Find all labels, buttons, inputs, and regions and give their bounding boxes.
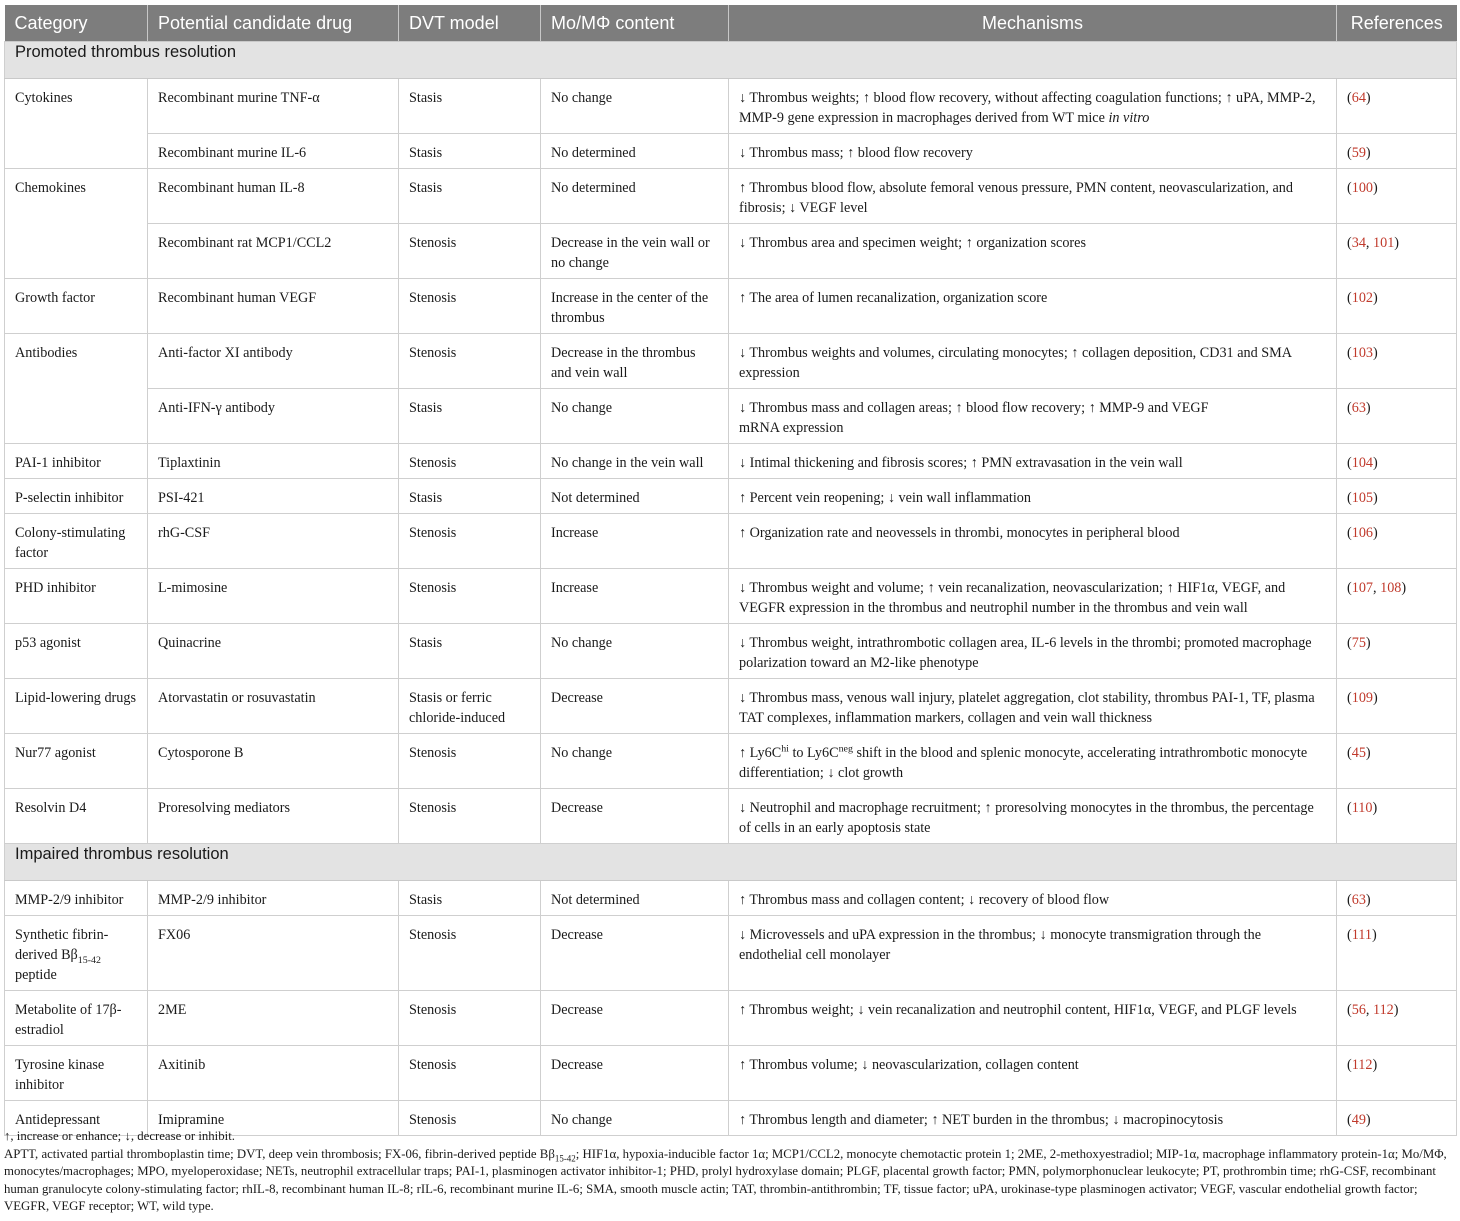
ref-paren: ) (1372, 1057, 1378, 1073)
section-row (5, 42, 1457, 79)
cell-category: Nur77 agonist (5, 734, 148, 789)
superscript: neg (838, 743, 853, 755)
cell-mechanism (729, 79, 1337, 134)
ref-paren: ) (1365, 400, 1371, 416)
reference-link[interactable]: 49 (1351, 1112, 1366, 1128)
ref-paren: ( (1347, 525, 1352, 541)
cell-mechanism: ↓ Thrombus weight and volume; ↑ vein recanalization, neovascularization; ↑ HIF1α, VEGF, and VEGFR expression in the thrombus and neutrophil number in the thrombus and vein wall (729, 569, 1337, 624)
cell-drug: 2ME (148, 991, 399, 1046)
header-references: References (1337, 5, 1457, 42)
cell-mo-content: Not determined (541, 479, 729, 514)
category-text: peptide (15, 967, 57, 983)
cell-mo-content: Decrease in the vein wall or no change (541, 224, 729, 279)
cell-mechanism: ↓ Neutrophil and macrophage recruitment; ↑ proresolving monocytes in the thrombus, the percentage of cells in an early apoptosis state (729, 789, 1337, 844)
mechanism-text: ↓ Thrombus weights; ↑ blood flow recovery, without affecting coagulation functions; ↑ uPA, MMP-2, MMP-9 gene expression in macrophages derived from WT mice (739, 90, 1316, 126)
cell-mechanism: ↑ Thrombus blood flow, absolute femoral venous pressure, PMN content, neovascularization, and fibrosis; ↓ VEGF level (729, 169, 1337, 224)
reference-link[interactable]: 64 (1351, 90, 1366, 106)
cell-model: Stenosis (399, 444, 541, 479)
ref-paren: ) (1373, 180, 1378, 196)
ref-paren: ( (1347, 580, 1352, 596)
cell-category: PAI-1 inhibitor (5, 444, 148, 479)
ref-paren: ) (1393, 1002, 1399, 1018)
cell-mechanism: ↑ Thrombus volume; ↓ neovascularization, collagen content (729, 1046, 1337, 1101)
ref-paren: ( (1347, 90, 1352, 106)
ref-paren: ) (1373, 690, 1378, 706)
table-row (5, 624, 1457, 679)
reference-link[interactable]: 104 (1351, 455, 1374, 471)
cell-mo-content: Decrease (541, 789, 729, 844)
cell-drug: Recombinant human IL-8 (148, 169, 399, 224)
cell-reference (1337, 479, 1457, 514)
reference-link[interactable]: 45 (1351, 745, 1366, 761)
ref-paren: ) (1401, 580, 1407, 596)
cell-mo-content: Increase (541, 514, 729, 569)
cell-drug: Proresolving mediators (148, 789, 399, 844)
ref-paren: ( (1347, 180, 1352, 196)
cell-mo-content: Decrease (541, 679, 729, 734)
table-row (5, 514, 1457, 569)
table-row (5, 279, 1457, 334)
cell-model: Stasis (399, 624, 541, 679)
cell-category: Cytokines (5, 79, 148, 169)
ref-separator: , (1365, 1002, 1374, 1018)
cell-mechanism: ↓ Thrombus mass, venous wall injury, platelet aggregation, clot stability, thrombus PAI-1, TF, plasma TAT complexes, inflammation markers, collagen and vein wall thickness (729, 679, 1337, 734)
table-row (5, 479, 1457, 514)
table-row (5, 134, 1457, 169)
cell-mechanism: ↑ The area of lumen recanalization, organization score (729, 279, 1337, 334)
cell-reference (1337, 881, 1457, 916)
ref-paren: ( (1347, 235, 1352, 251)
cell-category: Lipid-lowering drugs (5, 679, 148, 734)
cell-category: p53 agonist (5, 624, 148, 679)
ref-paren: ( (1347, 1002, 1352, 1018)
cell-drug: Cytosporone B (148, 734, 399, 789)
cell-model: Stenosis (399, 991, 541, 1046)
table-row (5, 169, 1457, 224)
cell-reference (1337, 79, 1457, 134)
cell-reference (1337, 734, 1457, 789)
cell-mechanism: ↑ Thrombus weight; ↓ vein recanalization and neutrophil content, HIF1α, VEGF, and PLGF levels (729, 991, 1337, 1046)
ref-paren: ( (1347, 455, 1352, 471)
cell-reference (1337, 134, 1457, 169)
header-category: Category (5, 5, 148, 42)
cell-drug: Recombinant murine TNF-α (148, 79, 399, 134)
cell-model: Stenosis (399, 734, 541, 789)
cell-drug: rhG-CSF (148, 514, 399, 569)
cell-mechanism: ↓ Thrombus mass and collagen areas; ↑ blood flow recovery; ↑ MMP-9 and VEGF mRNA expression (729, 389, 1337, 444)
table-footnote (4, 1128, 1456, 1216)
cell-model: Stenosis (399, 1046, 541, 1101)
ref-paren: ( (1347, 400, 1352, 416)
cell-category: MMP-2/9 inhibitor (5, 881, 148, 916)
ref-paren: ) (1365, 892, 1371, 908)
cell-drug: PSI-421 (148, 479, 399, 514)
table-row (5, 881, 1457, 916)
ref-paren: ) (1365, 145, 1371, 161)
cell-model: Stasis or ferric chloride-induced (399, 679, 541, 734)
ref-paren: ) (1373, 525, 1378, 541)
header-mo-content: Mo/MΦ content (541, 5, 729, 42)
reference-link[interactable]: 110 (1351, 800, 1373, 816)
cell-mechanism: ↓ Thrombus weight, intrathrombotic collagen area, IL-6 levels in the thrombi; promoted macrophage polarization toward an M2-like phenotype (729, 624, 1337, 679)
cell-drug: Imipramine (148, 1101, 399, 1136)
cell-drug: FX06 (148, 916, 399, 991)
reference-link[interactable]: 59 (1351, 145, 1366, 161)
reference-link[interactable]: 56 (1351, 1002, 1366, 1018)
cell-mo-content: Decrease (541, 1046, 729, 1101)
drug-table (4, 5, 1457, 1136)
cell-drug: Recombinant murine IL-6 (148, 134, 399, 169)
cell-mechanism: ↓ Intimal thickening and fibrosis scores; ↑ PMN extravasation in the vein wall (729, 444, 1337, 479)
ref-paren: ) (1373, 345, 1378, 361)
cell-model: Stenosis (399, 224, 541, 279)
cell-category: P-selectin inhibitor (5, 479, 148, 514)
cell-reference (1337, 514, 1457, 569)
cell-model: Stenosis (399, 279, 541, 334)
cell-mechanism: ↓ Microvessels and uPA expression in the thrombus; ↓ monocyte transmigration through the endothelial cell monolayer (729, 916, 1337, 991)
ref-separator: , (1365, 235, 1374, 251)
cell-mechanism: ↑ Percent vein reopening; ↓ vein wall inflammation (729, 479, 1337, 514)
cell-mo-content: Decrease (541, 916, 729, 991)
cell-reference (1337, 279, 1457, 334)
cell-model: Stasis (399, 79, 541, 134)
cell-reference (1337, 1046, 1457, 1101)
cell-mo-content: No change (541, 624, 729, 679)
reference-link[interactable]: 100 (1351, 180, 1374, 196)
cell-reference (1337, 444, 1457, 479)
cell-model: Stenosis (399, 569, 541, 624)
ref-paren: ( (1347, 745, 1352, 761)
cell-mo-content: Increase (541, 569, 729, 624)
ref-separator: , (1373, 580, 1381, 596)
reference-link[interactable]: 63 (1351, 892, 1366, 908)
table-row (5, 444, 1457, 479)
ref-paren: ( (1347, 892, 1352, 908)
cell-category: Metabolite of 17β-estradiol (5, 991, 148, 1046)
table-row (5, 679, 1457, 734)
ref-paren: ) (1372, 800, 1378, 816)
cell-reference (1337, 334, 1457, 389)
reference-link[interactable]: 75 (1351, 635, 1366, 651)
cell-drug: L-mimosine (148, 569, 399, 624)
section-row (5, 844, 1457, 881)
footnote-text: APTT, activated partial thromboplastin time; DVT, deep vein thrombosis; FX-06, fibrin-derived peptide Bβ (4, 1146, 555, 1161)
cell-category: Tyrosine kinase inhibitor (5, 1046, 148, 1101)
cell-reference (1337, 389, 1457, 444)
cell-model: Stasis (399, 134, 541, 169)
cell-mo-content: Not determined (541, 881, 729, 916)
reference-link[interactable]: 103 (1351, 345, 1374, 361)
section-title: Impaired thrombus resolution (5, 844, 1457, 881)
ref-paren: ) (1394, 235, 1400, 251)
cell-category: PHD inhibitor (5, 569, 148, 624)
cell-model: Stenosis (399, 916, 541, 991)
ref-paren: ( (1347, 145, 1352, 161)
table-row (5, 389, 1457, 444)
header-drug: Potential candidate drug (148, 5, 399, 42)
cell-model: Stenosis (399, 334, 541, 389)
ref-paren: ) (1365, 1112, 1371, 1128)
cell-mo-content: Decrease (541, 991, 729, 1046)
reference-link[interactable]: 105 (1351, 490, 1374, 506)
cell-mo-content: Decrease in the thrombus and vein wall (541, 334, 729, 389)
cell-mo-content: No change (541, 1101, 729, 1136)
cell-mechanism: ↓ Thrombus mass; ↑ blood flow recovery (729, 134, 1337, 169)
reference-link[interactable]: 109 (1351, 690, 1374, 706)
cell-reference (1337, 224, 1457, 279)
cell-model: Stenosis (399, 514, 541, 569)
cell-mechanism (729, 734, 1337, 789)
footnote-text: ; HIF1α, hypoxia-inducible factor 1α; MCP1/CCL2, monocyte chemotactic protein 1; 2ME, 2-methoxyestradiol; MIP-1α, macrophage inflammatory protein-1α; Mo/MΦ, monocytes/macrophages; MPO, myeloperoxidase; NETs, neutrophil extracellular traps; PAI-1, plasminogen activator inhibitor-1; PHD, prolyl hydroxylase domain; PLGF, placental growth factor; PMN, polymorphonuclear leukocyte; PT, prothrombin time; rhG-CSF, recombinant human granulocyte colony-stimulating factor; rhIL-8, recombinant human IL-8; rIL-6, recombinant murine IL-6; SMA, smooth muscle actin; TAT, thrombin-antithrombin; TF, tissue factor; uPA, urokinase-type plasminogen activator; VEGF, vascular endothelial growth factor; VEGFR, VEGF receptor; WT, wild type. (4, 1146, 1447, 1213)
cell-drug: Anti-factor XI antibody (148, 334, 399, 389)
cell-drug: MMP-2/9 inhibitor (148, 881, 399, 916)
ref-paren: ( (1347, 290, 1352, 306)
cell-model: Stasis (399, 169, 541, 224)
cell-mo-content: No change (541, 389, 729, 444)
subscript: 15-42 (554, 1153, 576, 1164)
reference-link[interactable]: 108 (1380, 580, 1402, 596)
table-container (4, 5, 1456, 1136)
reference-link[interactable]: 34 (1351, 235, 1366, 251)
cell-reference (1337, 679, 1457, 734)
cell-drug: Recombinant human VEGF (148, 279, 399, 334)
mechanism-italic: in vitro (1108, 110, 1150, 126)
ref-paren: ) (1373, 455, 1378, 471)
header-row (5, 5, 1457, 42)
cell-reference (1337, 789, 1457, 844)
ref-paren: ) (1373, 490, 1378, 506)
reference-link[interactable]: 63 (1351, 400, 1366, 416)
table-row (5, 569, 1457, 624)
table-row (5, 991, 1457, 1046)
cell-mo-content: No determined (541, 134, 729, 169)
cell-drug: Atorvastatin or rosuvastatin (148, 679, 399, 734)
cell-drug: Quinacrine (148, 624, 399, 679)
ref-paren: ( (1347, 1112, 1352, 1128)
section-title: Promoted thrombus resolution (5, 42, 1457, 79)
table-row (5, 734, 1457, 789)
cell-reference (1337, 169, 1457, 224)
category-text: Synthetic fibrin-derived Bβ (15, 927, 109, 963)
table-row (5, 224, 1457, 279)
cell-category: Growth factor (5, 279, 148, 334)
ref-paren: ) (1365, 635, 1371, 651)
cell-mo-content: No change in the vein wall (541, 444, 729, 479)
cell-category: Chemokines (5, 169, 148, 279)
cell-model: Stenosis (399, 789, 541, 844)
cell-mechanism: ↓ Thrombus weights and volumes, circulating monocytes; ↑ collagen deposition, CD31 and SMA expression (729, 334, 1337, 389)
mechanism-text: to Ly6C (788, 745, 839, 761)
footnote-abbreviations (4, 1146, 1456, 1216)
subscript: 15-42 (77, 954, 101, 966)
ref-paren: ) (1371, 927, 1377, 943)
header-mechanisms: Mechanisms (729, 5, 1337, 42)
cell-model: Stasis (399, 881, 541, 916)
ref-paren: ) (1365, 90, 1371, 106)
cell-category: Antibodies (5, 334, 148, 444)
reference-link[interactable]: 107 (1351, 580, 1374, 596)
table-row (5, 789, 1457, 844)
ref-paren: ( (1347, 345, 1352, 361)
reference-link[interactable]: 112 (1373, 1002, 1394, 1018)
cell-mechanism: ↓ Thrombus area and specimen weight; ↑ organization scores (729, 224, 1337, 279)
ref-paren: ( (1347, 635, 1352, 651)
cell-reference (1337, 624, 1457, 679)
cell-drug: Tiplaxtinin (148, 444, 399, 479)
ref-paren: ( (1347, 490, 1352, 506)
ref-paren: ( (1347, 1057, 1352, 1073)
cell-mo-content: No change (541, 734, 729, 789)
cell-mechanism: ↑ Organization rate and neovessels in thrombi, monocytes in peripheral blood (729, 514, 1337, 569)
cell-model: Stasis (399, 389, 541, 444)
table-row (5, 334, 1457, 389)
cell-model: Stenosis (399, 1101, 541, 1136)
cell-drug: Axitinib (148, 1046, 399, 1101)
cell-model: Stasis (399, 479, 541, 514)
cell-drug: Anti-IFN-γ antibody (148, 389, 399, 444)
header-model: DVT model (399, 5, 541, 42)
ref-paren: ( (1347, 800, 1352, 816)
cell-mechanism: ↑ Thrombus length and diameter; ↑ NET burden in the thrombus; ↓ macropinocytosis (729, 1101, 1337, 1136)
cell-category: Resolvin D4 (5, 789, 148, 844)
cell-reference (1337, 916, 1457, 991)
table-row (5, 1046, 1457, 1101)
superscript: hi (781, 743, 789, 755)
ref-paren: ) (1373, 290, 1378, 306)
table-row (5, 916, 1457, 991)
ref-paren: ( (1347, 690, 1352, 706)
cell-mo-content: Increase in the center of the thrombus (541, 279, 729, 334)
cell-reference (1337, 991, 1457, 1046)
cell-mo-content: No determined (541, 169, 729, 224)
cell-reference (1337, 569, 1457, 624)
cell-category: Colony-stimulating factor (5, 514, 148, 569)
reference-link[interactable]: 102 (1351, 290, 1374, 306)
footnote-arrows: ↑, increase or enhance; ↓, decrease or inhibit. (4, 1129, 235, 1143)
reference-link[interactable]: 111 (1351, 927, 1372, 943)
reference-link[interactable]: 112 (1351, 1057, 1373, 1073)
reference-link[interactable]: 101 (1373, 235, 1395, 251)
ref-paren: ( (1347, 927, 1352, 943)
cell-mechanism: ↑ Thrombus mass and collagen content; ↓ recovery of blood flow (729, 881, 1337, 916)
cell-mo-content: No change (541, 79, 729, 134)
cell-category: Antidepressant (5, 1101, 148, 1136)
ref-paren: ) (1365, 745, 1371, 761)
mechanism-text: shift in the blood and splenic monocyte, accelerating intrathrombotic monocyte differentiation; ↓ clot growth (739, 745, 1308, 781)
cell-category (5, 916, 148, 991)
mechanism-text: ↑ Ly6C (739, 745, 782, 761)
reference-link[interactable]: 106 (1351, 525, 1374, 541)
cell-drug: Recombinant rat MCP1/CCL2 (148, 224, 399, 279)
table-row (5, 79, 1457, 134)
